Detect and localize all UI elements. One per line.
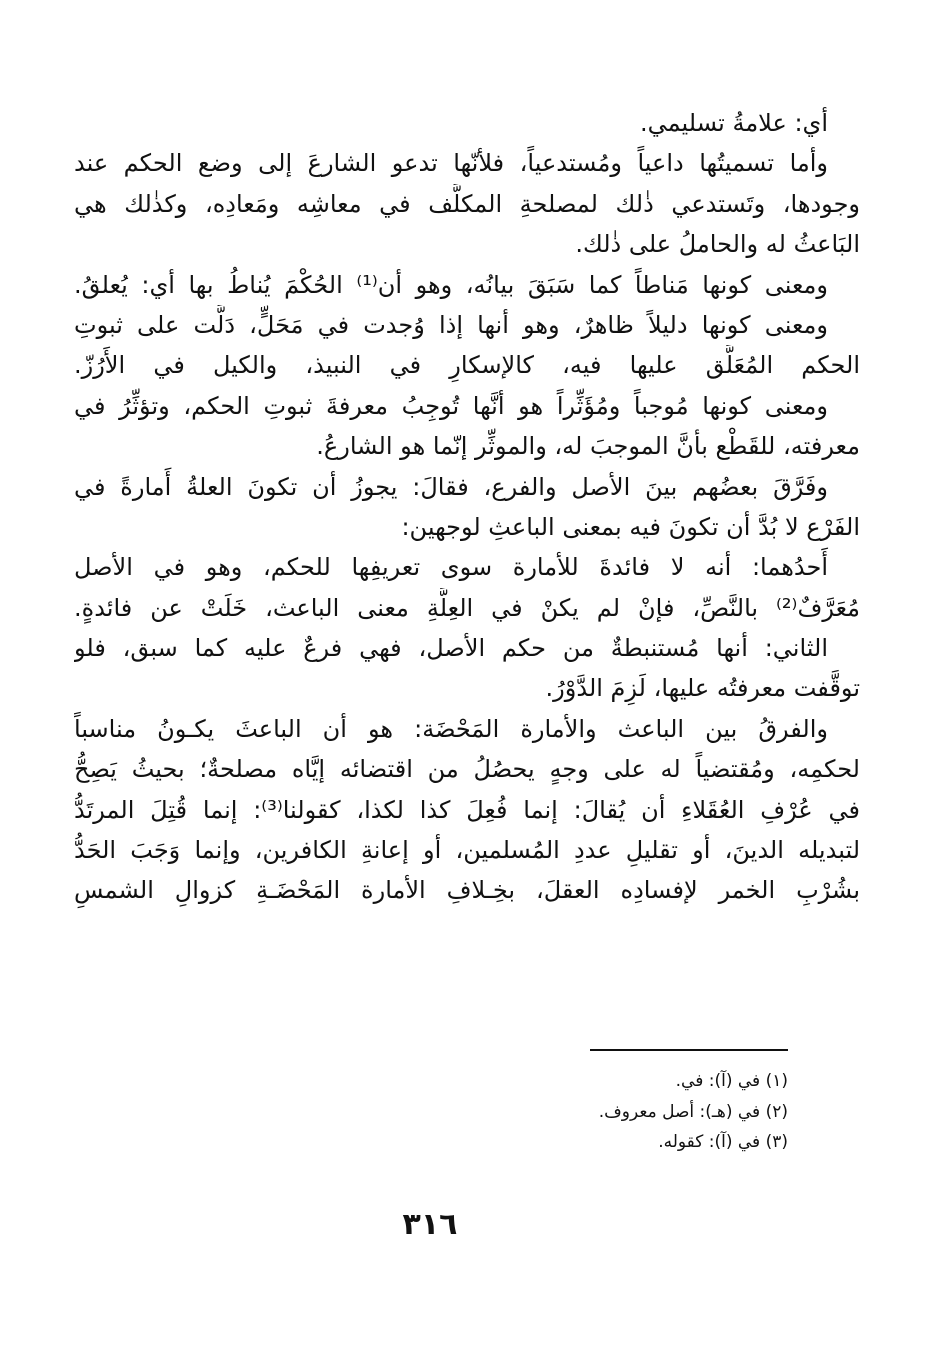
text-line: الحكم المُعَلَّق عليها فيه، كالإسكارِ في النبيذ، والكيل في الأَرُزّ. bbox=[74, 351, 860, 380]
text-line: ومعنى كونها دليلاً ظاهرٌ، وهو أنها إذا وُجدت في مَحَلٍّ، دَلَّت على ثبوتِ bbox=[74, 310, 828, 339]
text-line: لحكمِه، ومُقتضياً له على وجهٍ يحصُلُ من اقتضائه إيَّاه مصلحةٌ؛ بحيثُ يَصِحُّ bbox=[74, 755, 860, 784]
text-line: بشُرْبِ الخمر لإفسادِه العقلَ، بخِـلافِ الأمارة المَحْضَـةِ كزوالِ الشمسِ bbox=[74, 876, 860, 905]
text-line: والفرقُ بين الباعث والأمارة المَحْضَة: هو أن الباعثَ يكـونُ مناسباً bbox=[74, 714, 828, 743]
text-line: وأما تسميتُها داعياً ومُستدعياً، فلأنّها تدعو الشارعَ إلى وضع الحكم عند bbox=[74, 149, 828, 178]
page-number: ٣١٦ bbox=[402, 1207, 458, 1242]
text-line: ومعنى كونها مُوجباً ومُؤَثِّراً هو أنَّها تُوجِبُ معرفةَ ثبوتِ الحكم، وتؤثِّرُ في bbox=[74, 391, 828, 420]
text-line: أي: علامةُ تسليمي. bbox=[640, 109, 828, 137]
body-text bbox=[74, 103, 860, 911]
footnote: (٢) في (هـ): أصل معروف. bbox=[598, 1101, 788, 1122]
footnote: (٣) في (آ): كقوله. bbox=[658, 1132, 788, 1152]
text-line: البَاعثُ له والحاملُ على ذٰلك. bbox=[575, 230, 860, 259]
text-line: توقَّفت معرفتُه عليها، لَزِمَ الدَّوْرُ. bbox=[545, 674, 860, 703]
footnotes bbox=[440, 1066, 788, 1158]
text-line: مُعَرَّفٌ⁽²⁾ بالنَّصِّ، فإنْ لم يكنْ في العِلَّةِ معنى الباعث، خَلَتْ عن فائدةٍ. bbox=[74, 593, 860, 622]
text-line: الفَرْع لا بُدَّ أن تكونَ فيه بمعنى الباعثِ لوجهين: bbox=[401, 512, 860, 541]
text-line: أَحدُهما: أنه لا فائدةَ للأمارة سوى تعريفِها للحكم، وهو في الأصل bbox=[74, 553, 828, 582]
text-line: وفَرَّقَ بعضُهم بينَ الأصل والفرع، فقالَ: يجوزُ أن تكونَ العلةُ أَمارةً في bbox=[74, 472, 828, 501]
text-line: الثاني: أنها مُستنبطةٌ من حكم الأصل، فهي فرعٌ عليه كما سبق، فلو bbox=[74, 634, 828, 663]
text-line: وجودها، وتَستدعي ذٰلك لمصلحةِ المكلَّف في معاشِه ومَعادِه، وكذٰلك هي bbox=[74, 189, 860, 218]
text-line: معرفته، للقَطْع بأنَّ الموجبَ له، والموثِّر إنّما هو الشارعُ. bbox=[316, 432, 860, 461]
footnote-separator bbox=[590, 1049, 788, 1051]
text-line: في عُرْفِ العُقَلاءِ أن يُقالَ: إنما فُعِلَ كذا لكذا، كقولنا⁽³⁾: إنما قُتِلَ المرتَدُّ bbox=[74, 795, 860, 824]
text-line: ومعنى كونها مَناطاً كما سَبَقَ بيانُه، وهو أن⁽¹⁾ الحُكْمَ يُناطُ بها أي: يُعلقُ. bbox=[74, 270, 829, 299]
footnote: (١) في (آ): في. bbox=[675, 1071, 788, 1091]
text-line: لتبديله الدينَ، أو تقليلِ عددِ المُسلمين، أو إعانةِ الكافرين، وإنما وَجَبَ الحَدُّ bbox=[74, 836, 860, 865]
